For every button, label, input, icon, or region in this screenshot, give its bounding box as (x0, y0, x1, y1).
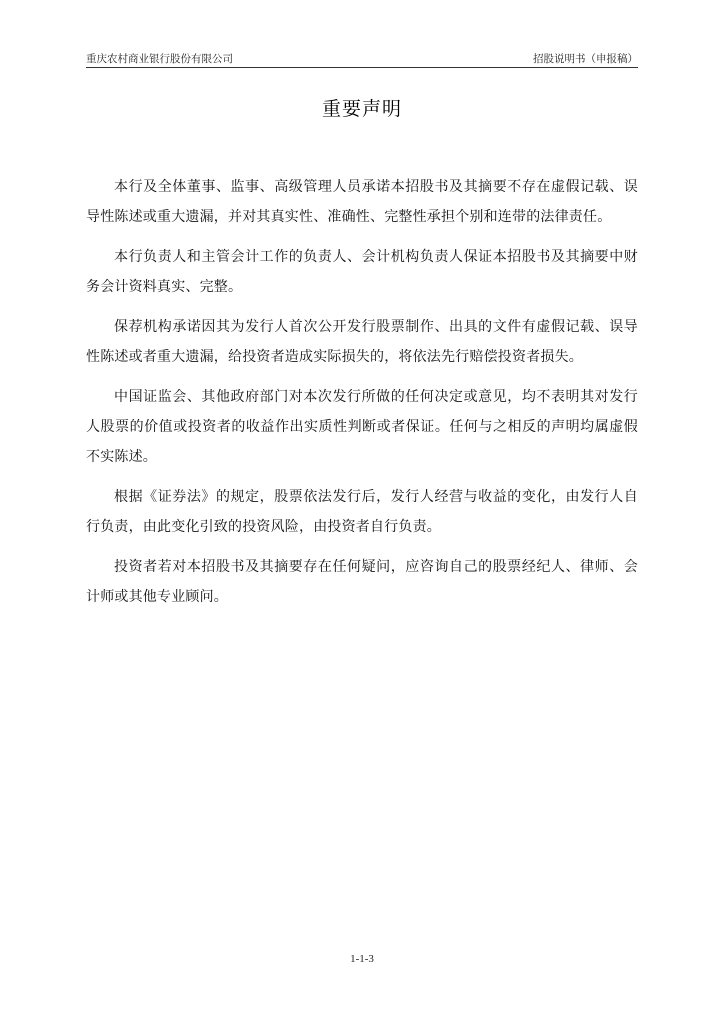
header-company-name: 重庆农村商业银行股份有限公司 (86, 53, 233, 65)
page-header (86, 52, 638, 66)
page-number: 1-1-3 (350, 953, 374, 965)
header-divider (86, 67, 638, 68)
paragraph-securities-law: 根据《证券法》的规定，股票依法发行后，发行人经营与收益的变化，由发行人自行负责，由此变化引致的投资风险，由投资者自行负责。 (86, 489, 638, 535)
paragraph-financial-accuracy: 本行负责人和主管会计工作的负责人、会计机构负责人保证本招股书及其摘要中财务会计资料真实、完整。 (86, 249, 638, 295)
page-title: 重要声明 (321, 98, 402, 120)
paragraph-investor-advice: 投资者若对本招股书及其摘要存在任何疑问，应咨询自己的股票经纪人、律师、会计师或其他专业顾问。 (86, 559, 638, 605)
header-document-name: 招股说明书（申报稿） (533, 53, 638, 65)
declaration-body (86, 172, 638, 622)
paragraph-regulator-disclaimer: 中国证监会、其他政府部门对本次发行所做的任何决定或意见，均不表明其对发行人股票的价值或投资者的收益作出实质性判断或者保证。任何与之相反的声明均属虚假不实陈述。 (86, 389, 638, 465)
paragraph-sponsor-undertaking: 保荐机构承诺因其为发行人首次公开发行股票制作、出具的文件有虚假记载、误导性陈述或者重大遗漏，给投资者造成实际损失的，将依法先行赔偿投资者损失。 (86, 319, 638, 365)
paragraph-directors-undertaking: 本行及全体董事、监事、高级管理人员承诺本招股书及其摘要不存在虚假记载、误导性陈述或重大遗漏，并对其真实性、准确性、完整性承担个别和连带的法律责任。 (86, 179, 638, 225)
